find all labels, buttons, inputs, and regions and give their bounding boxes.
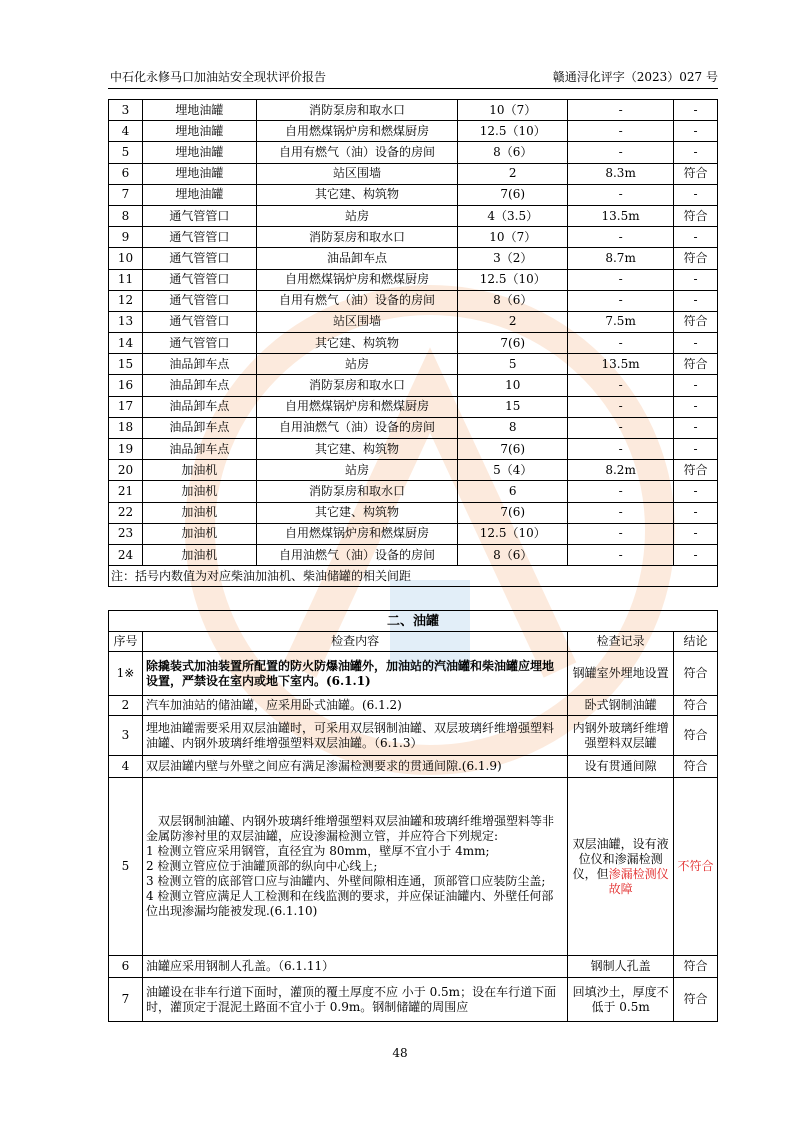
row-actual: -	[568, 227, 674, 248]
row-item: 油品卸车点	[142, 354, 256, 375]
row-item: 加油机	[142, 544, 256, 565]
row-item: 油品卸车点	[142, 375, 256, 396]
row-record: 内钢外玻璃纤维增强塑料双层罐	[568, 716, 674, 756]
row-no: 1※	[109, 652, 143, 696]
row-actual: -	[568, 269, 674, 290]
content-line: 1 检测立管应采用钢管，直径宜为 80mm，壁厚不宜小于 4mm;	[145, 844, 490, 858]
row-actual: 8.2m	[568, 460, 674, 481]
row-result: 符合	[674, 248, 718, 269]
row-actual: -	[568, 417, 674, 438]
row-no: 6	[109, 163, 143, 184]
row-item: 油品卸车点	[142, 439, 256, 460]
table-row	[109, 417, 718, 438]
row-result: -	[674, 502, 718, 523]
row-item: 通气管管口	[142, 205, 256, 226]
table-row	[109, 354, 718, 375]
header-report-code: 赣通浔化评字（2023）027 号	[552, 70, 718, 84]
row-result: -	[674, 121, 718, 142]
row-result: 符合	[674, 756, 718, 778]
row-record: 设有贯通间隙	[568, 756, 674, 778]
record-fault-text: 渗漏检测仪故障	[608, 866, 669, 896]
row-target: 站房	[256, 205, 458, 226]
table-row	[109, 290, 718, 311]
row-item: 通气管管口	[142, 269, 256, 290]
row-no: 13	[109, 311, 143, 332]
row-no: 14	[109, 333, 143, 354]
row-result: 符合	[674, 460, 718, 481]
row-result: 符合	[674, 978, 718, 1022]
row-target: 消防泵房和取水口	[256, 375, 458, 396]
row-no: 9	[109, 227, 143, 248]
row-result: -	[674, 184, 718, 205]
header-content: 检查内容	[142, 632, 567, 652]
row-no: 16	[109, 375, 143, 396]
row-target: 自用燃煤锅炉房和燃煤厨房	[256, 523, 458, 544]
row-no: 20	[109, 460, 143, 481]
record-text: 双层油罐，设有液位仪和渗漏检测仪，但	[572, 836, 669, 881]
content-line: 双层钢制油罐、内钢外玻璃纤维增强塑料双层油罐和玻璃纤维增强塑料等非金属防渗衬里的双层油罐，应设渗漏检测立管，并应符合下列规定:	[145, 814, 554, 843]
row-result: -	[674, 439, 718, 460]
table-row	[109, 142, 718, 163]
row-target: 自用燃煤锅炉房和燃煤厨房	[256, 396, 458, 417]
row-target: 站区围墙	[256, 163, 458, 184]
row-standard: 3（2）	[458, 248, 568, 269]
row-no: 15	[109, 354, 143, 375]
table-row	[109, 460, 718, 481]
row-no: 8	[109, 205, 143, 226]
row-result: 符合	[674, 696, 718, 716]
row-no: 21	[109, 481, 143, 502]
row-item: 加油机	[142, 460, 256, 481]
row-actual: 13.5m	[568, 354, 674, 375]
row-result: -	[674, 142, 718, 163]
table-row	[109, 227, 718, 248]
row-actual: 7.5m	[568, 311, 674, 332]
row-standard: 5	[458, 354, 568, 375]
row-standard: 12.5（10）	[458, 523, 568, 544]
table-row	[109, 544, 718, 565]
row-target: 其它建、构筑物	[256, 333, 458, 354]
row-result: -	[674, 523, 718, 544]
row-no: 24	[109, 544, 143, 565]
row-no: 4	[109, 756, 143, 778]
content-line: 3 检测立管的底部管口应与油罐内、外壁间隙相连通，顶部管口应装防尘盖;	[145, 874, 546, 888]
table-row	[109, 248, 718, 269]
row-no: 4	[109, 121, 143, 142]
table-row	[109, 375, 718, 396]
row-result: 符合	[674, 311, 718, 332]
row-actual: -	[568, 121, 674, 142]
row-result: 符合	[674, 354, 718, 375]
row-standard: 8	[458, 417, 568, 438]
table-row	[109, 163, 718, 184]
row-result: -	[674, 290, 718, 311]
row-standard: 7(6)	[458, 439, 568, 460]
table-row	[109, 121, 718, 142]
row-record	[568, 778, 674, 956]
row-no: 6	[109, 956, 143, 978]
row-result: -	[674, 396, 718, 417]
row-standard: 12.5（10）	[458, 269, 568, 290]
table-row	[109, 184, 718, 205]
row-result: -	[674, 100, 718, 121]
table-row	[109, 439, 718, 460]
row-no: 12	[109, 290, 143, 311]
row-record: 钢制人孔盖	[568, 956, 674, 978]
row-record: 钢罐室外埋地设置	[568, 652, 674, 696]
row-item: 油品卸车点	[142, 396, 256, 417]
row-content: 除撬装式加油装置所配置的防火防爆油罐外，加油站的汽油罐和柴油罐应埋地设置，严禁设在室内或地下室内。(6.1.1)	[142, 652, 567, 696]
row-actual: -	[568, 502, 674, 523]
row-standard: 10（7）	[458, 227, 568, 248]
row-target: 消防泵房和取水口	[256, 481, 458, 502]
row-result: -	[674, 333, 718, 354]
row-result: 符合	[674, 205, 718, 226]
row-standard: 12.5（10）	[458, 121, 568, 142]
row-standard: 6	[458, 481, 568, 502]
row-content: 汽车加油站的储油罐，应采用卧式油罐。(6.1.2)	[142, 696, 567, 716]
row-standard: 10（7）	[458, 100, 568, 121]
row-target: 自用有燃气（油）设备的房间	[256, 142, 458, 163]
header-no: 序号	[109, 632, 143, 652]
row-actual: -	[568, 142, 674, 163]
row-actual: 8.7m	[568, 248, 674, 269]
page-number: 48	[392, 1046, 408, 1060]
row-item: 埋地油罐	[142, 142, 256, 163]
row-item: 通气管管口	[142, 227, 256, 248]
row-no: 7	[109, 184, 143, 205]
row-no: 5	[109, 778, 143, 956]
row-content: 埋地油罐需要采用双层油罐时，可采用双层钢制油罐、双层玻璃纤维增强塑料油罐、内钢外玻璃纤维增强塑料双层油罐。（6.1.3）	[142, 716, 567, 756]
row-target: 其它建、构筑物	[256, 439, 458, 460]
row-target: 自用燃煤锅炉房和燃煤厨房	[256, 269, 458, 290]
row-no: 10	[109, 248, 143, 269]
row-standard: 2	[458, 311, 568, 332]
row-result: -	[674, 269, 718, 290]
row-standard: 8（6）	[458, 142, 568, 163]
row-target: 油品卸车点	[256, 248, 458, 269]
table-row	[109, 481, 718, 502]
row-record: 回填沙土，厚度不低于 0.5m	[568, 978, 674, 1022]
header-report-title: 中石化永修马口加油站安全现状评价报告	[110, 70, 327, 84]
row-result: 符合	[674, 163, 718, 184]
row-actual: -	[568, 396, 674, 417]
row-standard: 7(6)	[458, 333, 568, 354]
row-no: 18	[109, 417, 143, 438]
content-line: 2 检测立管应位于油罐顶部的纵向中心线上;	[145, 859, 378, 873]
row-target: 自用油燃气（油）设备的房间	[256, 544, 458, 565]
row-result: -	[674, 544, 718, 565]
row-no: 22	[109, 502, 143, 523]
row-actual: 8.3m	[568, 163, 674, 184]
row-actual: -	[568, 290, 674, 311]
row-item: 油品卸车点	[142, 417, 256, 438]
row-result: -	[674, 417, 718, 438]
table-row	[109, 205, 718, 226]
row-no: 17	[109, 396, 143, 417]
table-row	[109, 502, 718, 523]
row-actual: -	[568, 523, 674, 544]
row-target: 站区围墙	[256, 311, 458, 332]
content-line: 4 检测立管应满足人工检测和在线监测的要求，并应保证油罐内、外壁任何部位出现渗漏均能被发现.(6.1.10)	[145, 889, 554, 918]
row-target: 站房	[256, 354, 458, 375]
row-actual: -	[568, 333, 674, 354]
row-item: 埋地油罐	[142, 184, 256, 205]
row-standard: 7(6)	[458, 502, 568, 523]
row-target: 站房	[256, 460, 458, 481]
row-actual: 13.5m	[568, 205, 674, 226]
row-target: 其它建、构筑物	[256, 502, 458, 523]
table-note: 注：括号内数值为对应柴油加油机、柴油储罐的相关间距	[109, 566, 718, 587]
row-item: 埋地油罐	[142, 100, 256, 121]
row-actual: -	[568, 481, 674, 502]
row-target: 自用油燃气（油）设备的房间	[256, 417, 458, 438]
row-content: 双层油罐内壁与外壁之间应有满足渗漏检测要求的贯通间隙.(6.1.9)	[142, 756, 567, 778]
table-row	[109, 523, 718, 544]
distance-check-table	[108, 99, 718, 587]
row-standard: 4（3.5）	[458, 205, 568, 226]
row-item: 加油机	[142, 481, 256, 502]
row-no: 7	[109, 978, 143, 1022]
row-result: -	[674, 481, 718, 502]
row-result: -	[674, 375, 718, 396]
row-item: 通气管管口	[142, 290, 256, 311]
row-standard: 10	[458, 375, 568, 396]
row-result: 符合	[674, 652, 718, 696]
row-item: 埋地油罐	[142, 121, 256, 142]
row-target: 自用燃煤锅炉房和燃煤厨房	[256, 121, 458, 142]
header-record: 检查记录	[568, 632, 674, 652]
row-actual: -	[568, 100, 674, 121]
row-no: 5	[109, 142, 143, 163]
row-result: -	[674, 227, 718, 248]
row-standard: 15	[458, 396, 568, 417]
row-target: 消防泵房和取水口	[256, 227, 458, 248]
table-row	[109, 333, 718, 354]
row-target: 消防泵房和取水口	[256, 100, 458, 121]
section-title: 二、油罐	[109, 611, 718, 632]
row-content	[142, 778, 567, 956]
row-no: 2	[109, 696, 143, 716]
row-target: 其它建、构筑物	[256, 184, 458, 205]
row-actual: -	[568, 439, 674, 460]
row-standard: 8（6）	[458, 290, 568, 311]
row-item: 通气管管口	[142, 333, 256, 354]
row-item: 加油机	[142, 523, 256, 544]
row-standard: 8（6）	[458, 544, 568, 565]
row-no: 23	[109, 523, 143, 544]
row-actual: -	[568, 375, 674, 396]
row-standard: 7(6)	[458, 184, 568, 205]
row-no: 19	[109, 439, 143, 460]
table-row	[109, 269, 718, 290]
row-no: 3	[109, 100, 143, 121]
row-item: 加油机	[142, 502, 256, 523]
row-standard: 5（4）	[458, 460, 568, 481]
row-record: 卧式钢制油罐	[568, 696, 674, 716]
row-actual: -	[568, 184, 674, 205]
row-actual: -	[568, 544, 674, 565]
header-divider	[108, 88, 718, 89]
row-result-nonconform: 不符合	[674, 778, 718, 956]
tank-check-table	[108, 610, 718, 1022]
row-content: 油罐应采用钢制人孔盖。（6.1.11）	[142, 956, 567, 978]
table-row	[109, 100, 718, 121]
row-target: 自用有燃气（油）设备的房间	[256, 290, 458, 311]
header-result: 结论	[674, 632, 718, 652]
row-result: 符合	[674, 716, 718, 756]
row-item: 埋地油罐	[142, 163, 256, 184]
row-result: 符合	[674, 956, 718, 978]
row-item: 通气管管口	[142, 311, 256, 332]
row-standard: 2	[458, 163, 568, 184]
row-no: 11	[109, 269, 143, 290]
table-row	[109, 396, 718, 417]
table-row	[109, 311, 718, 332]
row-content: 油罐设在非车行道下面时，灌顶的覆土厚度不应 小于 0.5m；设在车行道下面时，灌顶定于混泥土路面不宜小于 0.9m。钢制储罐的周围应	[142, 978, 567, 1022]
row-no: 3	[109, 716, 143, 756]
row-item: 通气管管口	[142, 248, 256, 269]
